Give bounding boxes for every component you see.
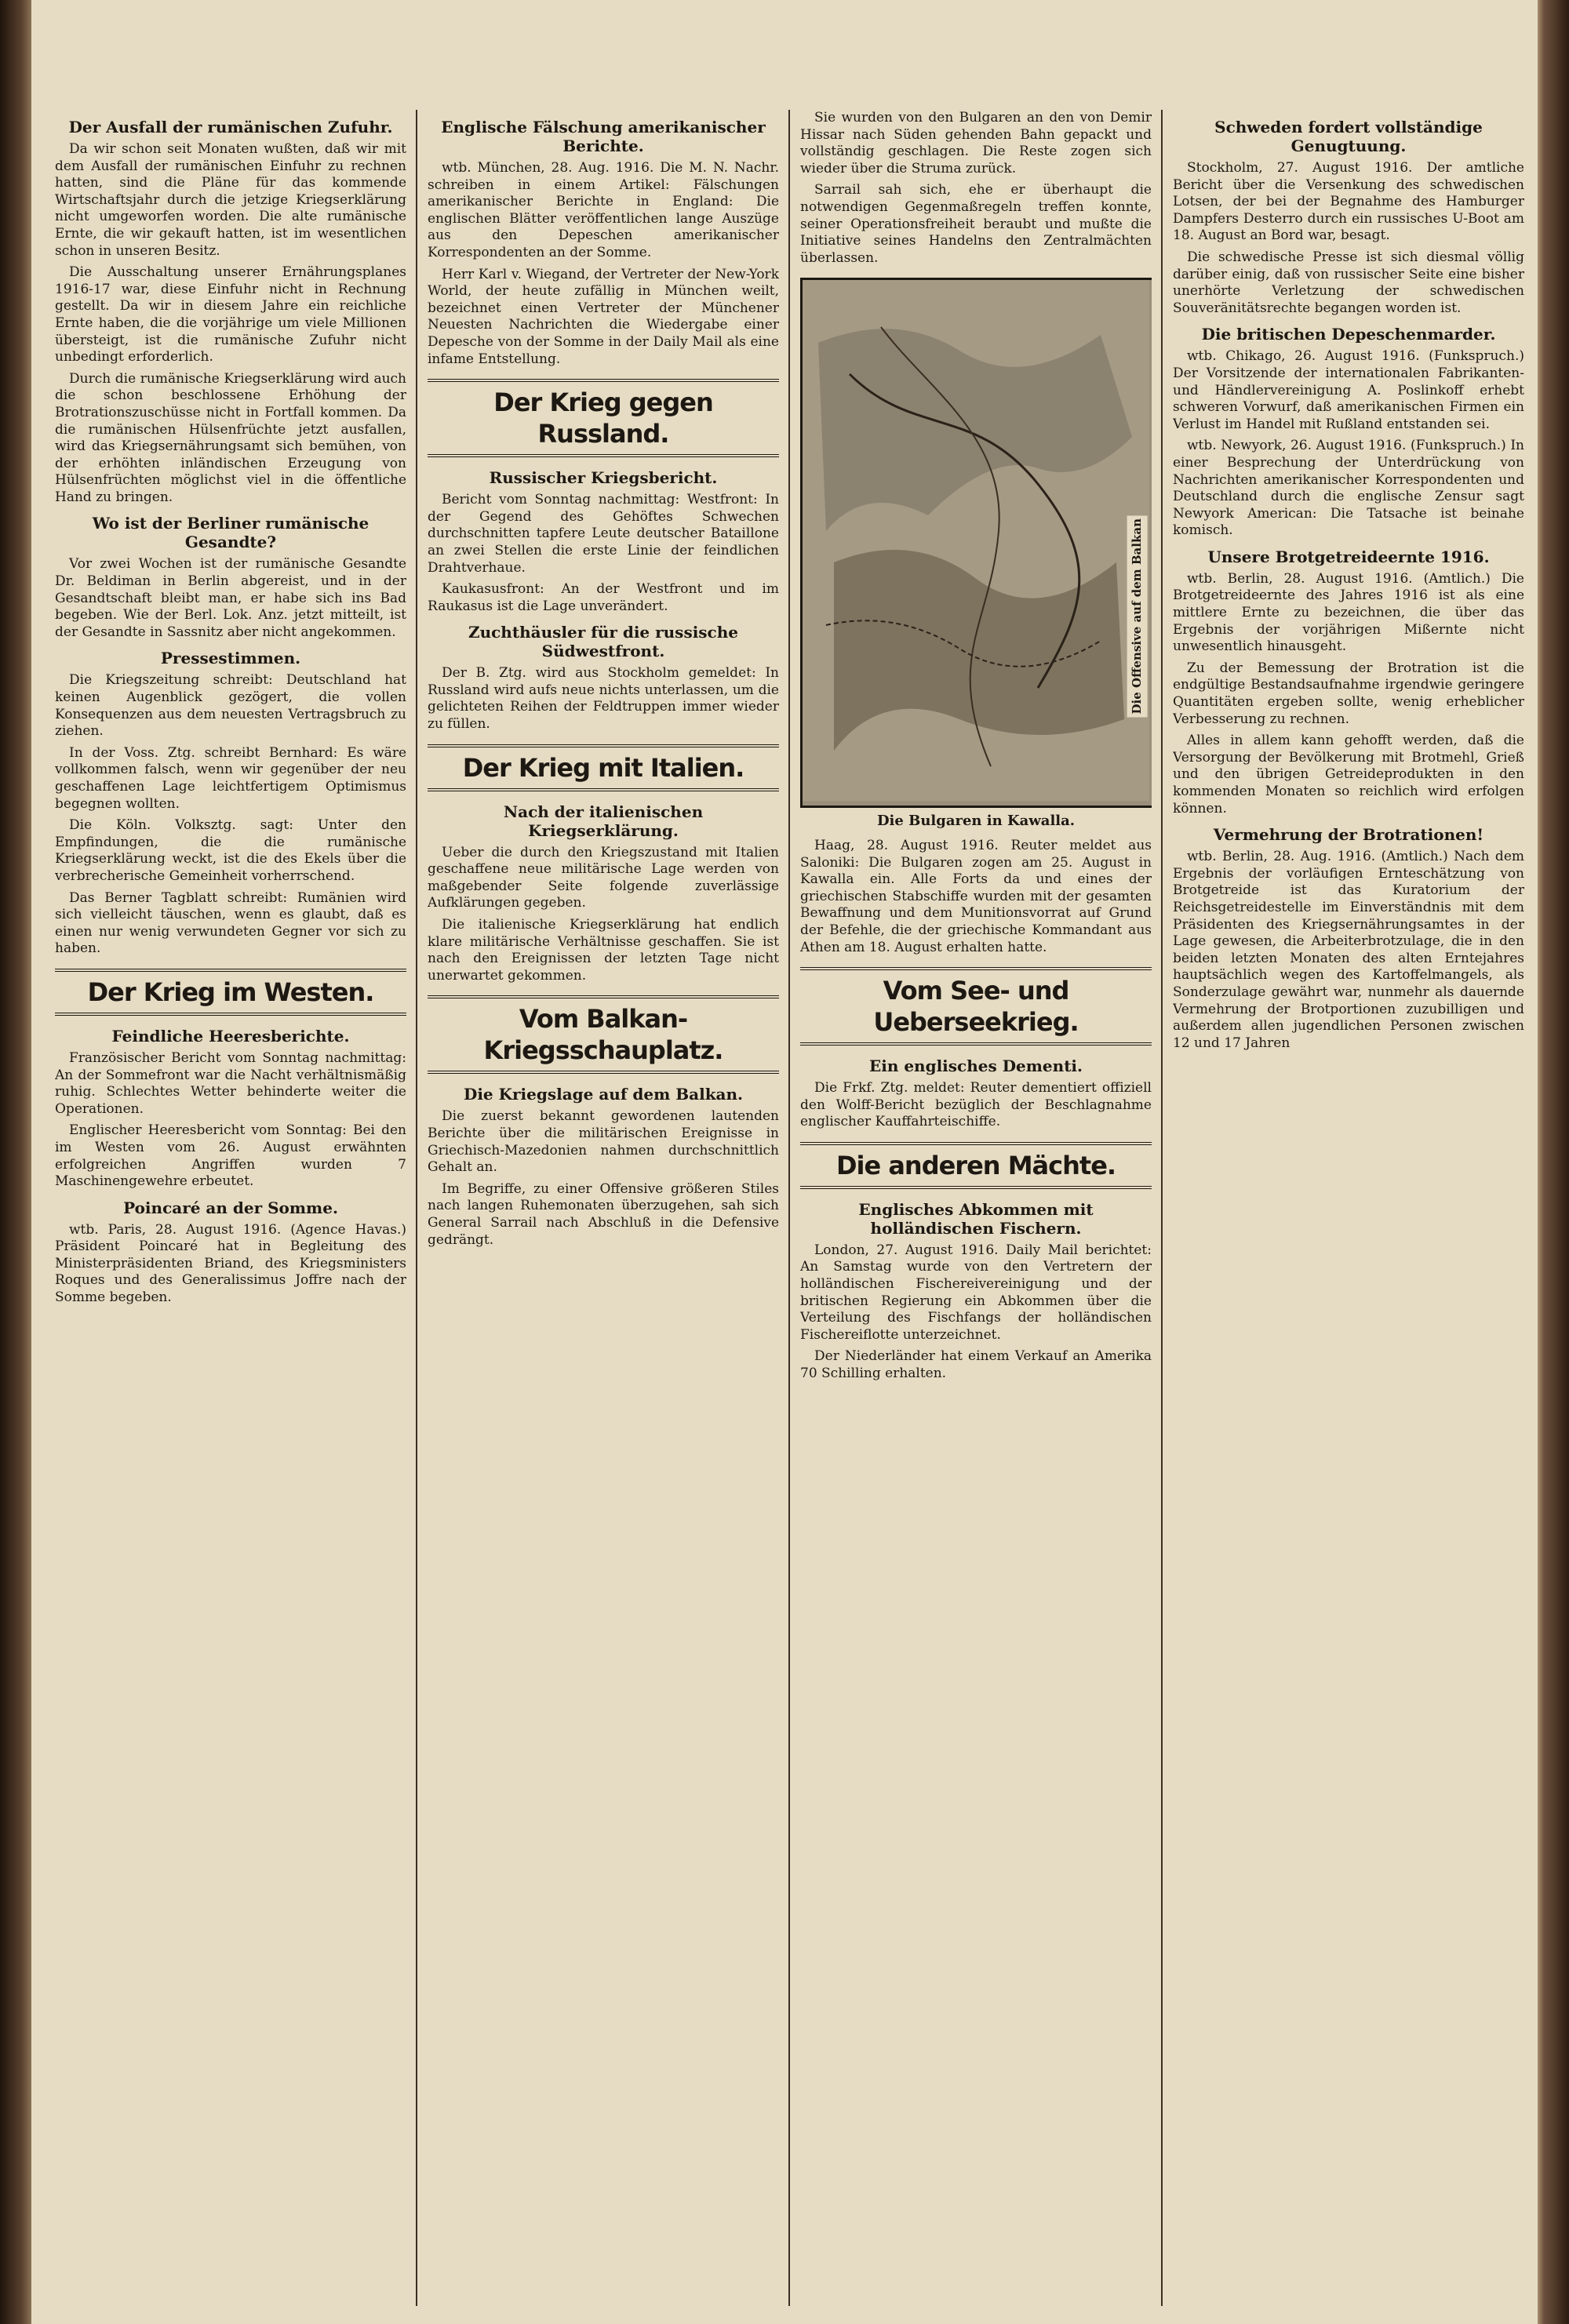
article-paragraph: Stockholm, 27. August 1916. Der amtliche Bericht über die Versenkung des schwedischen Lotsen, der bei der Begnahme des Hamburger Dampfers Desterro durch ein russisches U-Boot am 18. August an Bord war, besagt. xyxy=(1173,160,1524,244)
article-heading: Englische Fälschung amerikanischer Berichte. xyxy=(441,118,766,155)
article-paragraph: Der B. Ztg. wird aus Stockholm gemeldet: In Russland wird aufs neue nichts unterlassen, um die gelichteten Reihen der Feldtruppen immer wieder zu füllen. xyxy=(428,665,779,733)
column-4 xyxy=(1173,110,1524,2306)
article-paragraph: Englischer Heeresbericht vom Sonntag: Bei den im Westen vom 26. August erwähnten erfolgreichen Angriffen wurden 7 Maschinengewehre erbeutet. xyxy=(55,1122,406,1190)
article-heading: Vermehrung der Brotrationen! xyxy=(1213,825,1484,845)
article-heading: Poincaré an der Somme. xyxy=(123,1198,338,1217)
article-paragraph: wtb. Paris, 28. August 1916. (Agence Havas.) Präsident Poincaré hat in Begleitung des Ministerpräsidenten Briand, des Kriegsministers Roques und des Generalissimus Joffre nach der Somme begeben. xyxy=(55,1221,406,1306)
article-paragraph: wtb. München, 28. Aug. 1916. Die M. N. Nachr. schreiben in einem Artikel: Fälschungen amerikanischer Berichte in England: Die englischen Blätter veröffentlichen lange Auszüge aus den Depeschen amerikanischer Korrespondenten an der Somme. xyxy=(428,160,779,260)
column-divider xyxy=(416,110,417,2306)
article-paragraph: wtb. Chikago, 26. August 1916. (Funkspruch.) Der Vorsitzende der internationalen Fabrikanten- und Händlervereinigung A. Poslinkoff erhebt schweren Vorwurf, daß amerikanischen Firmen ein Verlust im Handel mit Rußland entstanden sei. xyxy=(1173,348,1524,432)
article-heading: Ein englisches Dementi. xyxy=(868,1057,1083,1076)
article-paragraph: Der Niederländer hat einem Verkauf an Amerika 70 Schilling erhalten. xyxy=(800,1348,1152,1382)
section-banner: Der Krieg mit Italien. xyxy=(428,744,779,791)
page-edge xyxy=(1538,0,1569,2324)
section-banner: Der Krieg gegen Russland. xyxy=(428,379,779,457)
article-paragraph: Sarrail sah sich, ehe er überhaupt die notwendigen Gegenmaßregeln treffen konnte, seiner Operationsfreiheit beraubt und mußte die Initiative seines Handelns den Zentralmächten überlassen. xyxy=(800,182,1152,266)
article-paragraph: London, 27. August 1916. Daily Mail berichtet: An Samstag wurde von den Vertretern der holländischen Fischereivereinigung und der britischen Regierung ein Abkommen über die Verteilung des Fischfangs der holländischen Fischereiflotte unterzeichnet. xyxy=(800,1242,1152,1343)
column-1 xyxy=(55,110,406,2306)
article-heading: Pressestimmen. xyxy=(160,649,301,668)
article-paragraph: Haag, 28. August 1916. Reuter meldet aus Saloniki: Die Bulgaren zogen am 25. August in Kawalla ein. Alle Forts da und eines der griechischen Stabschiffe wurden mit der gesamten Bewaffnung und dem Munitionsvorrat auf Grund der Befehle, die der griechische Kommandant aus Athen am 18. August erhalten hatte. xyxy=(800,837,1152,955)
article-paragraph: Das Berner Tagblatt schreibt: Rumänien wird sich vielleicht täuschen, wenn es glaubt, daß es einen nur wenig verwundeten Gegner vor sich zu haben. xyxy=(55,889,406,957)
article-paragraph: Durch die rumänische Kriegserklärung wird auch die schon beschlossene Erhöhung der Brotrationszuschüsse nicht in Fortfall kommen. Da die rumänischen Hülsenfrüchte jetzt ausfallen, wird das Kriegsernährungsamt sich bemühen, von der erhöhten inländischen Erzeugung von Hülsenfrüchten möglichst viel in die öffentliche Hand zu bringen. xyxy=(55,370,406,505)
section-banner: Vom Balkan-Kriegsschauplatz. xyxy=(428,995,779,1074)
article-paragraph: wtb. Berlin, 28. Aug. 1916. (Amtlich.) Nach dem Ergebnis der vorläufigen Ernteschätzung von Brotgetreide ist das Kuratorium der Reichsgetreidestelle im Einverständnis mit dem Präsidenten des Kriegsernährungsamtes in der Lage gewesen, die Arbeiterbrotzulage, die in den beiden letzten Monaten des alten Erntejahres hauptsächlich wegen des Kartoffelmangels, als Sonderzulage gewährt war, nunmehr als dauernde Vermehrung der Brotportionen zuzubilligen und außerdem allen jugendlichen Personen zwischen 12 und 17 Jahren xyxy=(1173,849,1524,1051)
article-heading: Zuchthäusler für die russische Südwestfront. xyxy=(468,623,739,661)
article-paragraph: Die schwedische Presse ist sich diesmal völlig darüber einig, daß von russischer Seite eine bisher unerhörte Verletzung der schwedischen Souveränitätsrechte begangen worden ist. xyxy=(1173,249,1524,316)
article-paragraph: Die zuerst bekannt gewordenen lautenden Berichte über die militärischen Ereignisse in Griechisch-Mazedonien nahmen durchschnittlich Gehalt an. xyxy=(428,1108,779,1176)
column-3 xyxy=(800,110,1152,2306)
article-paragraph: Französischer Bericht vom Sonntag nachmittag: An der Sommefront war die Nacht verhältnismäßig ruhig. Schlechtes Wetter behinderte weiter die Operationen. xyxy=(55,1049,406,1117)
article-paragraph: Ueber die durch den Kriegszustand mit Italien geschaffene neue militärische Lage werden von maßgebender Seite folgende zuverlässige Aufklärungen gegeben. xyxy=(428,844,779,911)
article-heading: Die britischen Depeschenmarder. xyxy=(1201,325,1496,344)
article-paragraph: Im Begriffe, zu einer Offensive größeren Stiles nach langen Ruhemonaten überzugehen, sah sich General Sarrail nach Abschluß in die Defensive gedrängt. xyxy=(428,1180,779,1248)
article-paragraph: Alles in allem kann gehofft werden, daß die Versorgung der Bevölkerung mit Brotmehl, Grieß und den übrigen Getreideprodukten in den kommenden Monaten so reichlich wird erfolgen können. xyxy=(1173,733,1524,816)
section-banner: Die anderen Mächte. xyxy=(800,1142,1152,1189)
article-paragraph: In der Voss. Ztg. schreibt Bernhard: Es wäre vollkommen falsch, wenn wir gegenüber der neu geschaffenen Lage leichtfertigem Optimismus begegnen wollten. xyxy=(55,744,406,812)
article-paragraph: Sie wurden von den Bulgaren an den von Demir Hissar nach Süden gehenden Bahn gepackt und vollständig geschlagen. Die Reste zogen sich wieder über die Struma zurück. xyxy=(800,110,1152,176)
newspaper-page xyxy=(31,0,1538,2324)
article-heading: Der Ausfall der rumänischen Zufuhr. xyxy=(68,118,393,136)
article-paragraph: Die Ausschaltung unserer Ernährungsplanes 1916-17 war, diese Einfuhr nicht in Rechnung gestellt. Da wir in diesem Jahre ein reichliche Ernte haben, die die vorjährige um viele Millionen übersteigt, ist die rumänische Zufuhr nicht unbedingt erforderlich. xyxy=(55,264,406,366)
article-paragraph: wtb. Berlin, 28. August 1916. (Amtlich.) Die Brotgetreideernte des Jahres 1916 ist als eine mittlere Ernte zu bezeichnen, die über das Ergebnis der vorjährigen Mißernte nicht unwesentlich hinausgeht. xyxy=(1173,570,1524,655)
article-paragraph: Bericht vom Sonntag nachmittag: Westfront: In der Gegend des Gehöftes Schwechen durchschnitten tapfere Leute deutscher Bataillone an zwei Stellen die erste Linie der feindlichen Drahtverhaue. xyxy=(428,492,779,576)
article-paragraph: Kaukasusfront: An der Westfront und im Raukasus ist die Lage unverändert. xyxy=(428,581,779,614)
article-heading: Die Kriegslage auf dem Balkan. xyxy=(463,1085,744,1104)
column-divider xyxy=(1161,110,1163,2306)
article-paragraph: Die Frkf. Ztg. meldet: Reuter dementiert offiziell den Wolff-Bericht bezüglich der Beschlagnahme englischer Kauffahrteischiffe. xyxy=(800,1080,1152,1130)
article-paragraph: wtb. Newyork, 26. August 1916. (Funkspruch.) In einer Besprechung der Unterdrückung von Nachrichten amerikanischer Korrespondenten und Deutschland durch die englische Zensur sagt Newyork American: Die Tatsache ist beinahe komisch. xyxy=(1173,438,1524,539)
section-banner: Der Krieg im Westen. xyxy=(55,969,406,1016)
book-binding xyxy=(0,0,31,2324)
article-heading: Feindliche Heeresberichte. xyxy=(111,1026,350,1046)
column-divider xyxy=(788,110,790,2306)
article-paragraph: Vor zwei Wochen ist der rumänische Gesandte Dr. Beldiman in Berlin abgereist, und in der Gesandtschaft bleibt man, er habe sich ins Bad begeben. Wie der Berl. Lok. Anz. jetzt mitteilt, ist der Gesandte in Sassnitz aber nicht angekommen. xyxy=(55,556,406,640)
article-paragraph: Herr Karl v. Wiegand, der Vertreter der New-York World, der heute zufällig in München weilt, bezeichnet einen Vertreter der Münchener Neuesten Nachrichten die Wiedergabe einer Depesche von der Somme in der Daily Mail als eine infame Entstellung. xyxy=(428,266,779,367)
article-paragraph: Die Köln. Volksztg. sagt: Unter den Empfindungen, die die rumänische Kriegserklärung weckt, ist die des Ekels über die verbrecherische Gemeinheit vorherrschend. xyxy=(55,817,406,884)
article-heading: Englisches Abkommen mit holländischen Fischern. xyxy=(858,1199,1094,1238)
column-2 xyxy=(428,110,779,2306)
article-paragraph: Die Kriegszeitung schreibt: Deutschland hat keinen Augenblick gezögert, die vollen Konsequenzen aus dem neuesten Vertragsbruch zu ziehen. xyxy=(55,672,406,740)
map-caption: Die Bulgaren in Kawalla. xyxy=(876,813,1076,830)
balkan-map xyxy=(800,278,1152,808)
section-banner: Vom See- und Ueberseekrieg. xyxy=(800,967,1152,1046)
article-heading: Wo ist der Berliner rumänische Gesandte? xyxy=(92,514,369,552)
article-heading: Russischer Kriegsbericht. xyxy=(489,468,718,488)
article-heading: Unsere Brotgetreideernte 1916. xyxy=(1207,547,1490,566)
article-paragraph: Zu der Bemessung der Brotration ist die endgültige Bestandsaufnahme irgendwie geringere Quantitäten ergeben sollte, wenig erheblicher Verbesserung zu rechnen. xyxy=(1173,660,1524,727)
article-paragraph: Da wir schon seit Monaten wußten, daß wir mit dem Ausfall der rumänischen Einfuhr zu rechnen hatten, sind die Pläne für das kommende Wirtschaftsjahr durch die jetzige Kriegserklärung nicht umgeworfen worden. Die alte rumänische Ernte, die wir gekauft hatten, ist im wesentlichen schon in unseren Besitz. xyxy=(55,141,406,259)
map-caption-vertical: Die Offensive auf dem Balkan xyxy=(1127,515,1148,717)
article-heading: Schweden fordert vollständige Genugtuung. xyxy=(1214,118,1483,155)
article-paragraph: Die italienische Kriegserklärung hat endlich klare militärische Verhältnisse geschaffen. Sie ist nach den Ereignissen der letzten Tage nicht unerwartet gekommen. xyxy=(428,917,779,984)
article-heading: Nach der italienischen Kriegserklärung. xyxy=(503,802,704,840)
